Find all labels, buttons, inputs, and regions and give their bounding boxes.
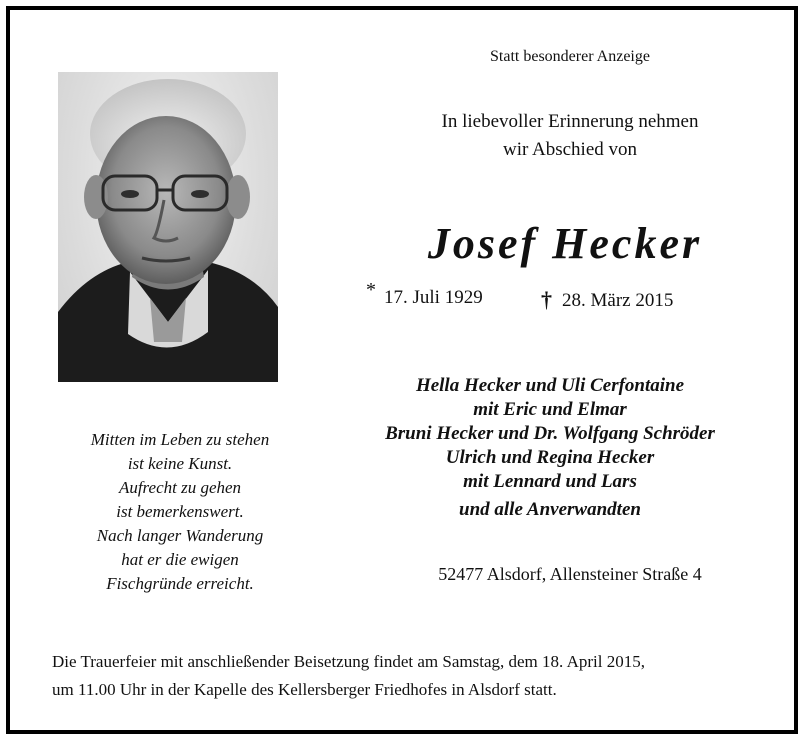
poem-line: hat er die ewigen [121, 550, 239, 569]
ceremony-details [52, 648, 645, 704]
ceremony-line: Die Trauerfeier mit anschließender Beisetzung findet am Samstag, dem 18. April 2015, [52, 652, 645, 671]
mourner-line: Ulrich und Regina Hecker [445, 447, 655, 468]
family-address: 52477 Alsdorf, Allensteiner Straße 4 [438, 564, 702, 584]
intro-line: wir Abschied von [502, 139, 638, 160]
star-icon: * [366, 279, 376, 301]
intro-text [340, 108, 800, 164]
death-date-line [541, 286, 673, 312]
mourner-line: und alle Anverwandten [459, 499, 641, 520]
mourners-list [300, 374, 800, 522]
portrait-illustration [58, 72, 278, 382]
mourner-line: mit Eric und Elmar [473, 399, 627, 420]
mourner-line: Hella Hecker und Uli Cerfontaine [415, 375, 685, 396]
poem-line: Nach langer Wanderung [96, 526, 264, 545]
poem-line: Aufrecht zu gehen [118, 478, 242, 497]
poem-line: Fischgründe erreicht. [106, 574, 254, 593]
birth-date: 17. Juli 1929 [384, 287, 483, 308]
birth-date-line [366, 279, 483, 309]
poem [40, 428, 320, 596]
portrait-photo [58, 72, 278, 382]
intro-line: In liebevoller Erinnerung nehmen [441, 111, 699, 132]
deceased-name: Josef Hecker [427, 219, 703, 268]
mourner-line: mit Lennard und Lars [463, 471, 637, 492]
notice-heading: Statt besonderer Anzeige [490, 48, 650, 65]
poem-line: ist bemerkenswert. [116, 502, 244, 521]
death-date: 28. März 2015 [562, 290, 674, 311]
mourner-line: Bruni Hecker und Dr. Wolfgang Schröder [385, 423, 715, 444]
poem-line: ist keine Kunst. [127, 454, 233, 473]
ceremony-line: um 11.00 Uhr in der Kapelle des Kellersberger Friedhofes in Alsdorf statt. [52, 680, 557, 699]
poem-line: Mitten im Leben zu stehen [90, 430, 270, 449]
cross-icon: † [541, 287, 552, 312]
